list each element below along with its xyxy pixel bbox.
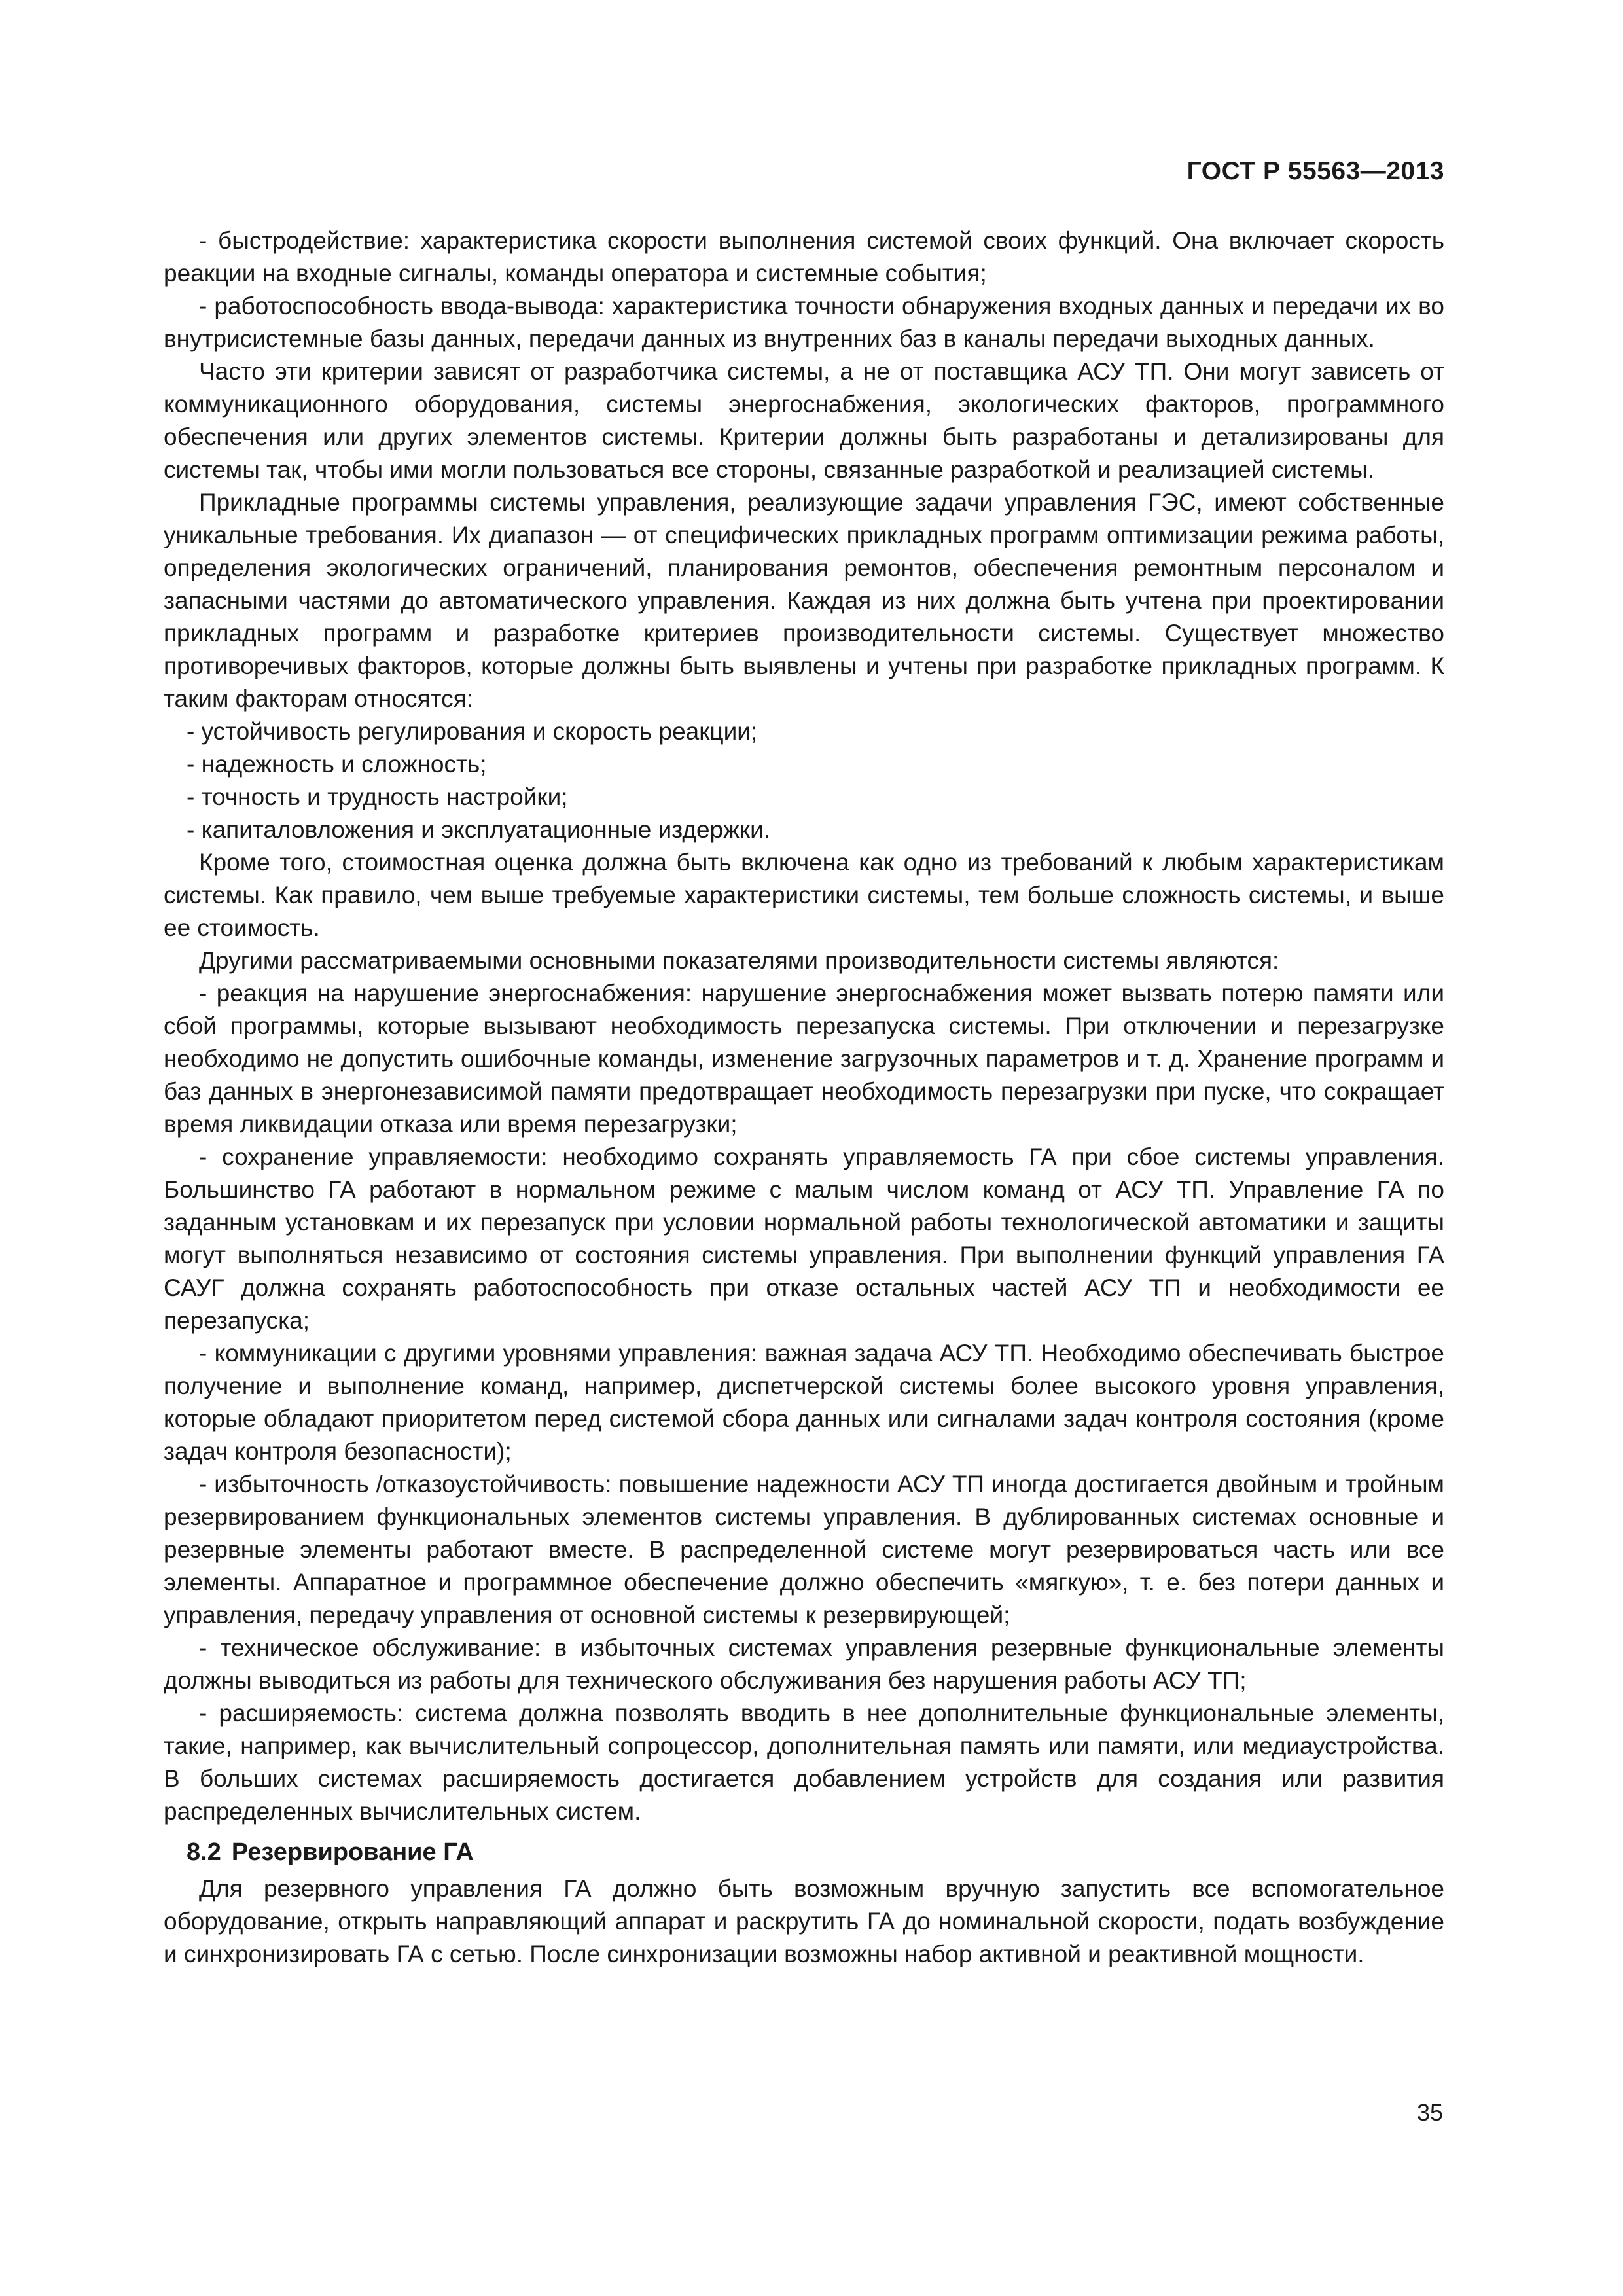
factor-item: - капиталовложения и эксплуатационные издержки. — [187, 816, 771, 843]
paragraph-application-programs: Прикладные программы системы управления, реализующие задачи управления ГЭС, имеют собственные уникальные требования. Их диапазон — от специфических прикладных программ оптимизации режима работы, определения экологических ограничений, планирования ремонтов, обеспечения ремонтным персоналом и запасными частями до автоматического управления. Каждая из них должна быть учтена при проектировании прикладных программ и разработке критериев производительности системы. Существует множество противоречивых факторов, которые должны быть выявлены и учтены при разработке прикладных программ. К таким факторам относятся: — [164, 489, 1444, 712]
paragraph-cost-estimate: Кроме того, стоимостная оценка должна быть включена как одно из требований к любым характеристикам системы. Как правило, чем выше требуемые характеристики системы, тем больше сложность системы, и выше ее стоимость. — [164, 849, 1444, 941]
indicator-expandability: - расширяемость: система должна позволять вводить в нее дополнительные функциональные элементы, такие, например, как вычислительный сопроцессор, дополнительная память или памяти, или медиаустройства. В больших системах расширяемость достигается добавлением устройств для создания или развития распределенных вычислительных систем. — [164, 1700, 1444, 1825]
document-code-header: ГОСТ Р 55563—2013 — [1186, 157, 1444, 185]
section-paragraph: Для резервного управления ГА должно быть возможным вручную запустить все вспомогательное оборудование, открыть направляющий аппарат и раскрутить ГА до номинальной скорости, подать возбуждение и синхронизировать ГА с сетью. После синхронизации возможны набор активной и реактивной мощности. — [164, 1875, 1444, 1967]
factor-item: - точность и трудность настройки; — [187, 783, 568, 810]
factor-item: - надежность и сложность; — [187, 751, 487, 778]
indicator-controllability: - сохранение управляемости: необходимо сохранять управляемость ГА при сбое системы управления. Большинство ГА работают в нормальном режиме с малым числом команд от АСУ ТП. Управление ГА по заданным установкам и их перезапуск при условии нормальной работы технологической автоматики и защиты могут выполняться независимо от состояния системы управления. При выполнении функций управления ГА САУГ должна сохранять работоспособность при отказе остальных частей АСУ ТП и необходимости ее перезапуска; — [164, 1143, 1444, 1334]
paragraph-performance: - быстродействие: характеристика скорости выполнения системой своих функций. Она включает скорость реакции на входные сигналы, команды оператора и системные события; — [164, 227, 1444, 287]
indicator-redundancy: - избыточность /отказоустойчивость: повышение надежности АСУ ТП иногда достигается двойным и тройным резервированием функциональных элементов системы управления. В дублированных системах основные и резервные элементы работают вместе. В распределенной системе могут резервироваться часть или все элементы. Аппаратное и программное обеспечение должно обеспечить «мягкую», т. е. без потери данных и управления, передачу управления от основной системы к резервирующей; — [164, 1471, 1444, 1628]
page-body — [164, 224, 1444, 1971]
factor-item: - устойчивость регулирования и скорость реакции; — [187, 718, 758, 745]
indicator-power-failure: - реакция на нарушение энергоснабжения: нарушение энергоснабжения может вызвать потерю памяти или сбой программы, которые вызывают необходимость перезапуска системы. При отключении и перезагрузке необходимо не допустить ошибочные команды, изменение загрузочных параметров и т. д. Хранение программ и баз данных в энергонезависимой памяти предотвращает необходимость перезагрузки при пуске, что сокращает время ликвидации отказа или время перезагрузки; — [164, 980, 1444, 1138]
paragraph-io-operability: - работоспособность ввода-вывода: характеристика точности обнаружения входных данных и передачи их во внутрисистемные базы данных, передачи данных из внутренних баз в каналы передачи выходных данных. — [164, 293, 1444, 352]
indicator-communications: - коммуникации с другими уровнями управления: важная задача АСУ ТП. Необходимо обеспечивать быстрое получение и выполнение команд, например, диспетчерской системы более высокого уровня управления, которые обладают приоритетом перед системой сбора данных или сигналами задач контроля состояния (кроме задач контроля безопасности); — [164, 1340, 1444, 1465]
page-number: 35 — [1416, 2099, 1443, 2126]
paragraph-other-indicators: Другими рассматриваемыми основными показателями производительности системы являются: — [199, 947, 1279, 974]
indicator-maintenance: - техническое обслуживание: в избыточных системах управления резервные функциональные элементы должны выводиться из работы для технического обслуживания без нарушения работы АСУ ТП; — [164, 1634, 1444, 1694]
paragraph-criteria: Часто эти критерии зависят от разработчика системы, а не от поставщика АСУ ТП. Они могут зависеть от коммуникационного оборудования, системы энергоснабжения, экологических факторов, программного обеспечения или других элементов системы. Критерии должны быть разработаны и детализированы для системы так, чтобы ими могли пользоваться все стороны, связанные разработкой и реализацией системы. — [164, 358, 1444, 483]
section-number: 8.2 — [187, 1839, 221, 1866]
section-heading — [164, 1835, 1444, 1870]
section-title: Резервирование ГА — [231, 1839, 474, 1866]
